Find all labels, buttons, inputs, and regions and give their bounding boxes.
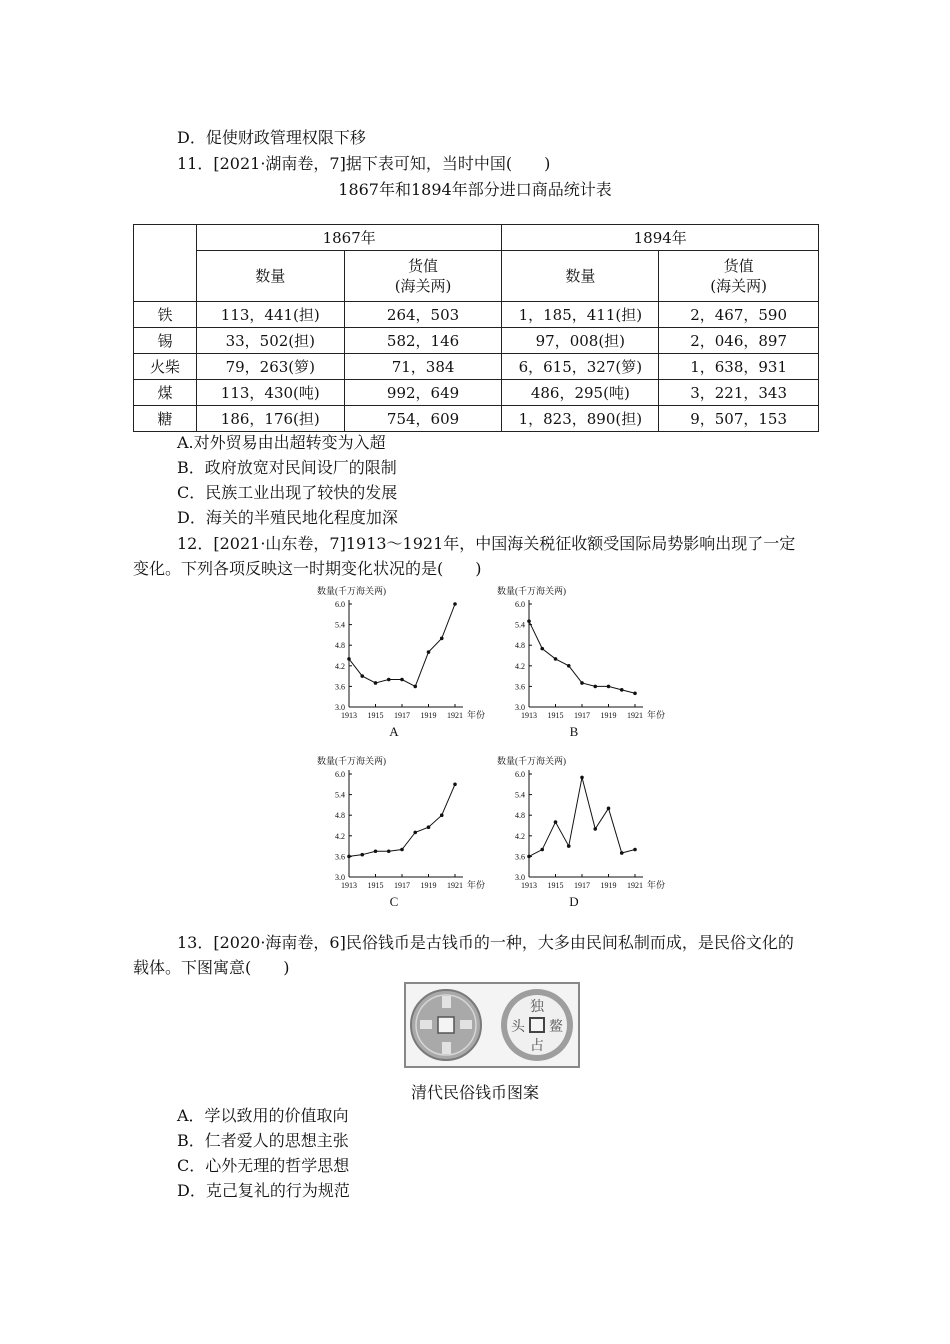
data-point (413, 685, 417, 689)
coin-pictures (406, 984, 578, 1066)
data-point (540, 647, 544, 651)
x-tick-label: 1921 (627, 711, 643, 720)
table-row (134, 406, 819, 432)
cell-qty-1894: 1，823，890(担) (502, 406, 659, 432)
y-tick-label: 4.8 (335, 641, 345, 651)
header-year-1867: 1867年 (196, 225, 502, 251)
q12-stem-line2: 变化。下列各项反映这一时期变化状况的是( ) (133, 559, 482, 578)
chart-panel-label: D (569, 894, 579, 909)
q13-option-c: C．心外无理的哲学思想 (177, 1156, 350, 1175)
data-point (633, 848, 637, 852)
x-axis-label: 年份 (467, 710, 486, 720)
data-point (453, 783, 457, 787)
table-row (134, 302, 819, 328)
cell-qty-1894: 1，185，411(担) (502, 302, 659, 328)
x-tick-label: 1919 (420, 711, 437, 720)
q13-figure-caption: 清代民俗钱币图案 (410, 1083, 539, 1102)
data-point (633, 691, 637, 695)
data-point (427, 825, 431, 829)
x-tick-label: 1913 (341, 881, 357, 890)
cell-value-1867: 71，384 (344, 354, 502, 380)
q11-option-b: B．政府放宽对民间设厂的限制 (177, 458, 397, 477)
x-tick-label: 1919 (600, 711, 617, 720)
cell-qty-1867: 113，441(担) (196, 302, 344, 328)
header-value-1867: 货值 (海关两) (344, 251, 502, 302)
import-table (133, 224, 819, 432)
y-tick-label: 4.2 (335, 661, 345, 671)
y-tick-label: 3.6 (515, 682, 525, 692)
cell-value-1894: 9，507，153 (659, 406, 819, 432)
q11-option-c: C．民族工业出现了较快的发展 (177, 483, 398, 502)
row-item: 火柴 (134, 354, 197, 380)
q11-stem: 11．[2021·湖南卷，7]据下表可知，当时中国( ) (177, 154, 551, 173)
y-axis-label: 数量(千万海关两) (497, 586, 566, 596)
data-point (527, 619, 531, 623)
cell-value-1894: 2，046，897 (659, 328, 819, 354)
cell-qty-1894: 6，615，327(箩) (502, 354, 659, 380)
x-tick-label: 1921 (447, 711, 463, 720)
data-point (540, 848, 544, 852)
q13-option-a: A．学以致用的价值取向 (177, 1106, 349, 1125)
row-item: 锡 (134, 328, 197, 354)
line-chart-c (305, 750, 495, 915)
x-tick-label: 1921 (447, 881, 463, 890)
row-item: 煤 (134, 380, 197, 406)
y-tick-label: 4.2 (515, 661, 525, 671)
y-tick-label: 3.0 (335, 703, 345, 712)
data-point (554, 657, 558, 661)
q13-stem-line1: 13．[2020·海南卷，6]民俗钱币是古钱币的一种，大多由民间私制而成，是民俗文化的 (177, 933, 794, 952)
y-tick-label: 4.8 (515, 641, 525, 651)
data-point (374, 681, 378, 685)
cell-qty-1867: 113，430(吨) (196, 380, 344, 406)
cell-qty-1894: 486，295(吨) (502, 380, 659, 406)
x-tick-label: 1915 (547, 881, 564, 890)
y-tick-label: 3.6 (335, 852, 345, 862)
cell-qty-1894: 97，008(担) (502, 328, 659, 354)
header-qty-1867: 数量 (196, 251, 344, 302)
header-value-1894: 货值 (海关两) (659, 251, 819, 302)
q13-stem-line2: 载体。下图寓意( ) (133, 958, 290, 977)
header-year-1894: 1894年 (502, 225, 819, 251)
data-point (620, 851, 624, 855)
y-tick-label: 3.6 (515, 852, 525, 862)
chart-panel-label: A (389, 724, 399, 739)
y-tick-label: 4.8 (335, 811, 345, 821)
x-tick-label: 1915 (547, 711, 564, 720)
x-tick-label: 1913 (521, 711, 537, 720)
data-point (360, 674, 364, 678)
x-axis-label: 年份 (647, 710, 666, 720)
cell-qty-1867: 33，502(担) (196, 328, 344, 354)
y-tick-label: 6.0 (515, 600, 525, 609)
line-chart-a (305, 580, 495, 745)
folk-coin-image (404, 982, 580, 1068)
q13-option-b: B．仁者爱人的思想主张 (177, 1131, 349, 1150)
data-point (400, 678, 404, 682)
data-point (567, 664, 571, 668)
data-point (360, 853, 364, 857)
y-axis-label: 数量(千万海关两) (317, 586, 386, 596)
data-point (440, 813, 444, 817)
x-tick-label: 1913 (521, 881, 537, 890)
data-point (527, 855, 531, 859)
data-point (440, 637, 444, 641)
data-point (620, 688, 624, 692)
coin-right (501, 989, 573, 1061)
data-point (593, 827, 597, 831)
coin-char-right: 鳌 (549, 1019, 563, 1035)
row-item: 糖 (134, 406, 197, 432)
q12-stem-line1: 12．[2021·山东卷，7]1913～1921年，中国海关税征收额受国际局势影响出现了一定 (177, 534, 796, 553)
chart-panel-label: C (389, 894, 399, 909)
data-point (453, 602, 457, 606)
coin-char-top: 独 (530, 999, 544, 1015)
data-point (607, 685, 611, 689)
q11-table-title: 1867年和1894年部分进口商品统计表 (338, 180, 612, 199)
table-row (134, 328, 819, 354)
data-point (593, 685, 597, 689)
coin-left (411, 990, 481, 1060)
y-tick-label: 3.6 (335, 682, 345, 692)
line-chart-b (485, 580, 675, 745)
table-row (134, 380, 819, 406)
header-qty-1894: 数量 (502, 251, 659, 302)
data-point (387, 849, 391, 853)
y-tick-label: 4.2 (515, 831, 525, 841)
y-tick-label: 3.0 (515, 703, 525, 712)
q11-option-d: D．海关的半殖民地化程度加深 (177, 508, 398, 527)
x-tick-label: 1915 (367, 711, 384, 720)
line-chart-d (485, 750, 675, 915)
series-line (349, 604, 455, 686)
cell-value-1867: 754，609 (344, 406, 502, 432)
x-axis-label: 年份 (647, 880, 666, 890)
y-tick-label: 4.2 (335, 831, 345, 841)
data-point (580, 681, 584, 685)
y-tick-label: 4.8 (515, 811, 525, 821)
cell-value-1867: 582，146 (344, 328, 502, 354)
data-point (567, 844, 571, 848)
y-tick-label: 6.0 (515, 770, 525, 779)
data-point (347, 657, 351, 661)
y-tick-label: 3.0 (515, 873, 525, 882)
y-tick-label: 6.0 (335, 600, 345, 609)
table-corner (134, 225, 197, 302)
series-line (529, 777, 635, 856)
data-point (387, 678, 391, 682)
y-tick-label: 5.4 (515, 790, 525, 800)
x-tick-label: 1915 (367, 881, 384, 890)
x-tick-label: 1917 (574, 711, 590, 720)
x-tick-label: 1917 (394, 881, 410, 890)
data-point (400, 848, 404, 852)
x-tick-label: 1913 (341, 711, 357, 720)
q11-option-a: A.对外贸易由出超转变为入超 (177, 433, 386, 452)
x-tick-label: 1917 (574, 881, 590, 890)
chart-panel-label: B (569, 724, 579, 739)
x-tick-label: 1917 (394, 711, 410, 720)
y-tick-label: 5.4 (335, 620, 345, 630)
y-tick-label: 5.4 (515, 620, 525, 630)
data-point (413, 831, 417, 835)
cell-value-1894: 3，221，343 (659, 380, 819, 406)
data-point (554, 820, 558, 824)
cell-value-1894: 2，467，590 (659, 302, 819, 328)
series-line (349, 784, 455, 856)
y-tick-label: 3.0 (335, 873, 345, 882)
x-tick-label: 1921 (627, 881, 643, 890)
coin-char-left: 头 (511, 1019, 525, 1035)
x-axis-label: 年份 (467, 880, 486, 890)
table-row (134, 354, 819, 380)
data-point (607, 807, 611, 811)
coin-char-bottom: 占 (530, 1038, 544, 1054)
q13-option-d: D．克己复礼的行为规范 (177, 1181, 350, 1200)
cell-qty-1867: 79，263(箩) (196, 354, 344, 380)
row-item: 铁 (134, 302, 197, 328)
y-tick-label: 5.4 (335, 790, 345, 800)
y-axis-label: 数量(千万海关两) (317, 756, 386, 766)
cell-value-1867: 264，503 (344, 302, 502, 328)
data-point (374, 849, 378, 853)
cell-value-1894: 1，638，931 (659, 354, 819, 380)
x-tick-label: 1919 (600, 881, 617, 890)
data-point (580, 776, 584, 780)
cell-value-1867: 992，649 (344, 380, 502, 406)
cell-qty-1867: 186，176(担) (196, 406, 344, 432)
y-tick-label: 6.0 (335, 770, 345, 779)
data-point (347, 855, 351, 859)
y-axis-label: 数量(千万海关两) (497, 756, 566, 766)
data-point (427, 650, 431, 654)
q10-option-d: D．促使财政管理权限下移 (177, 128, 366, 147)
x-tick-label: 1919 (420, 881, 437, 890)
